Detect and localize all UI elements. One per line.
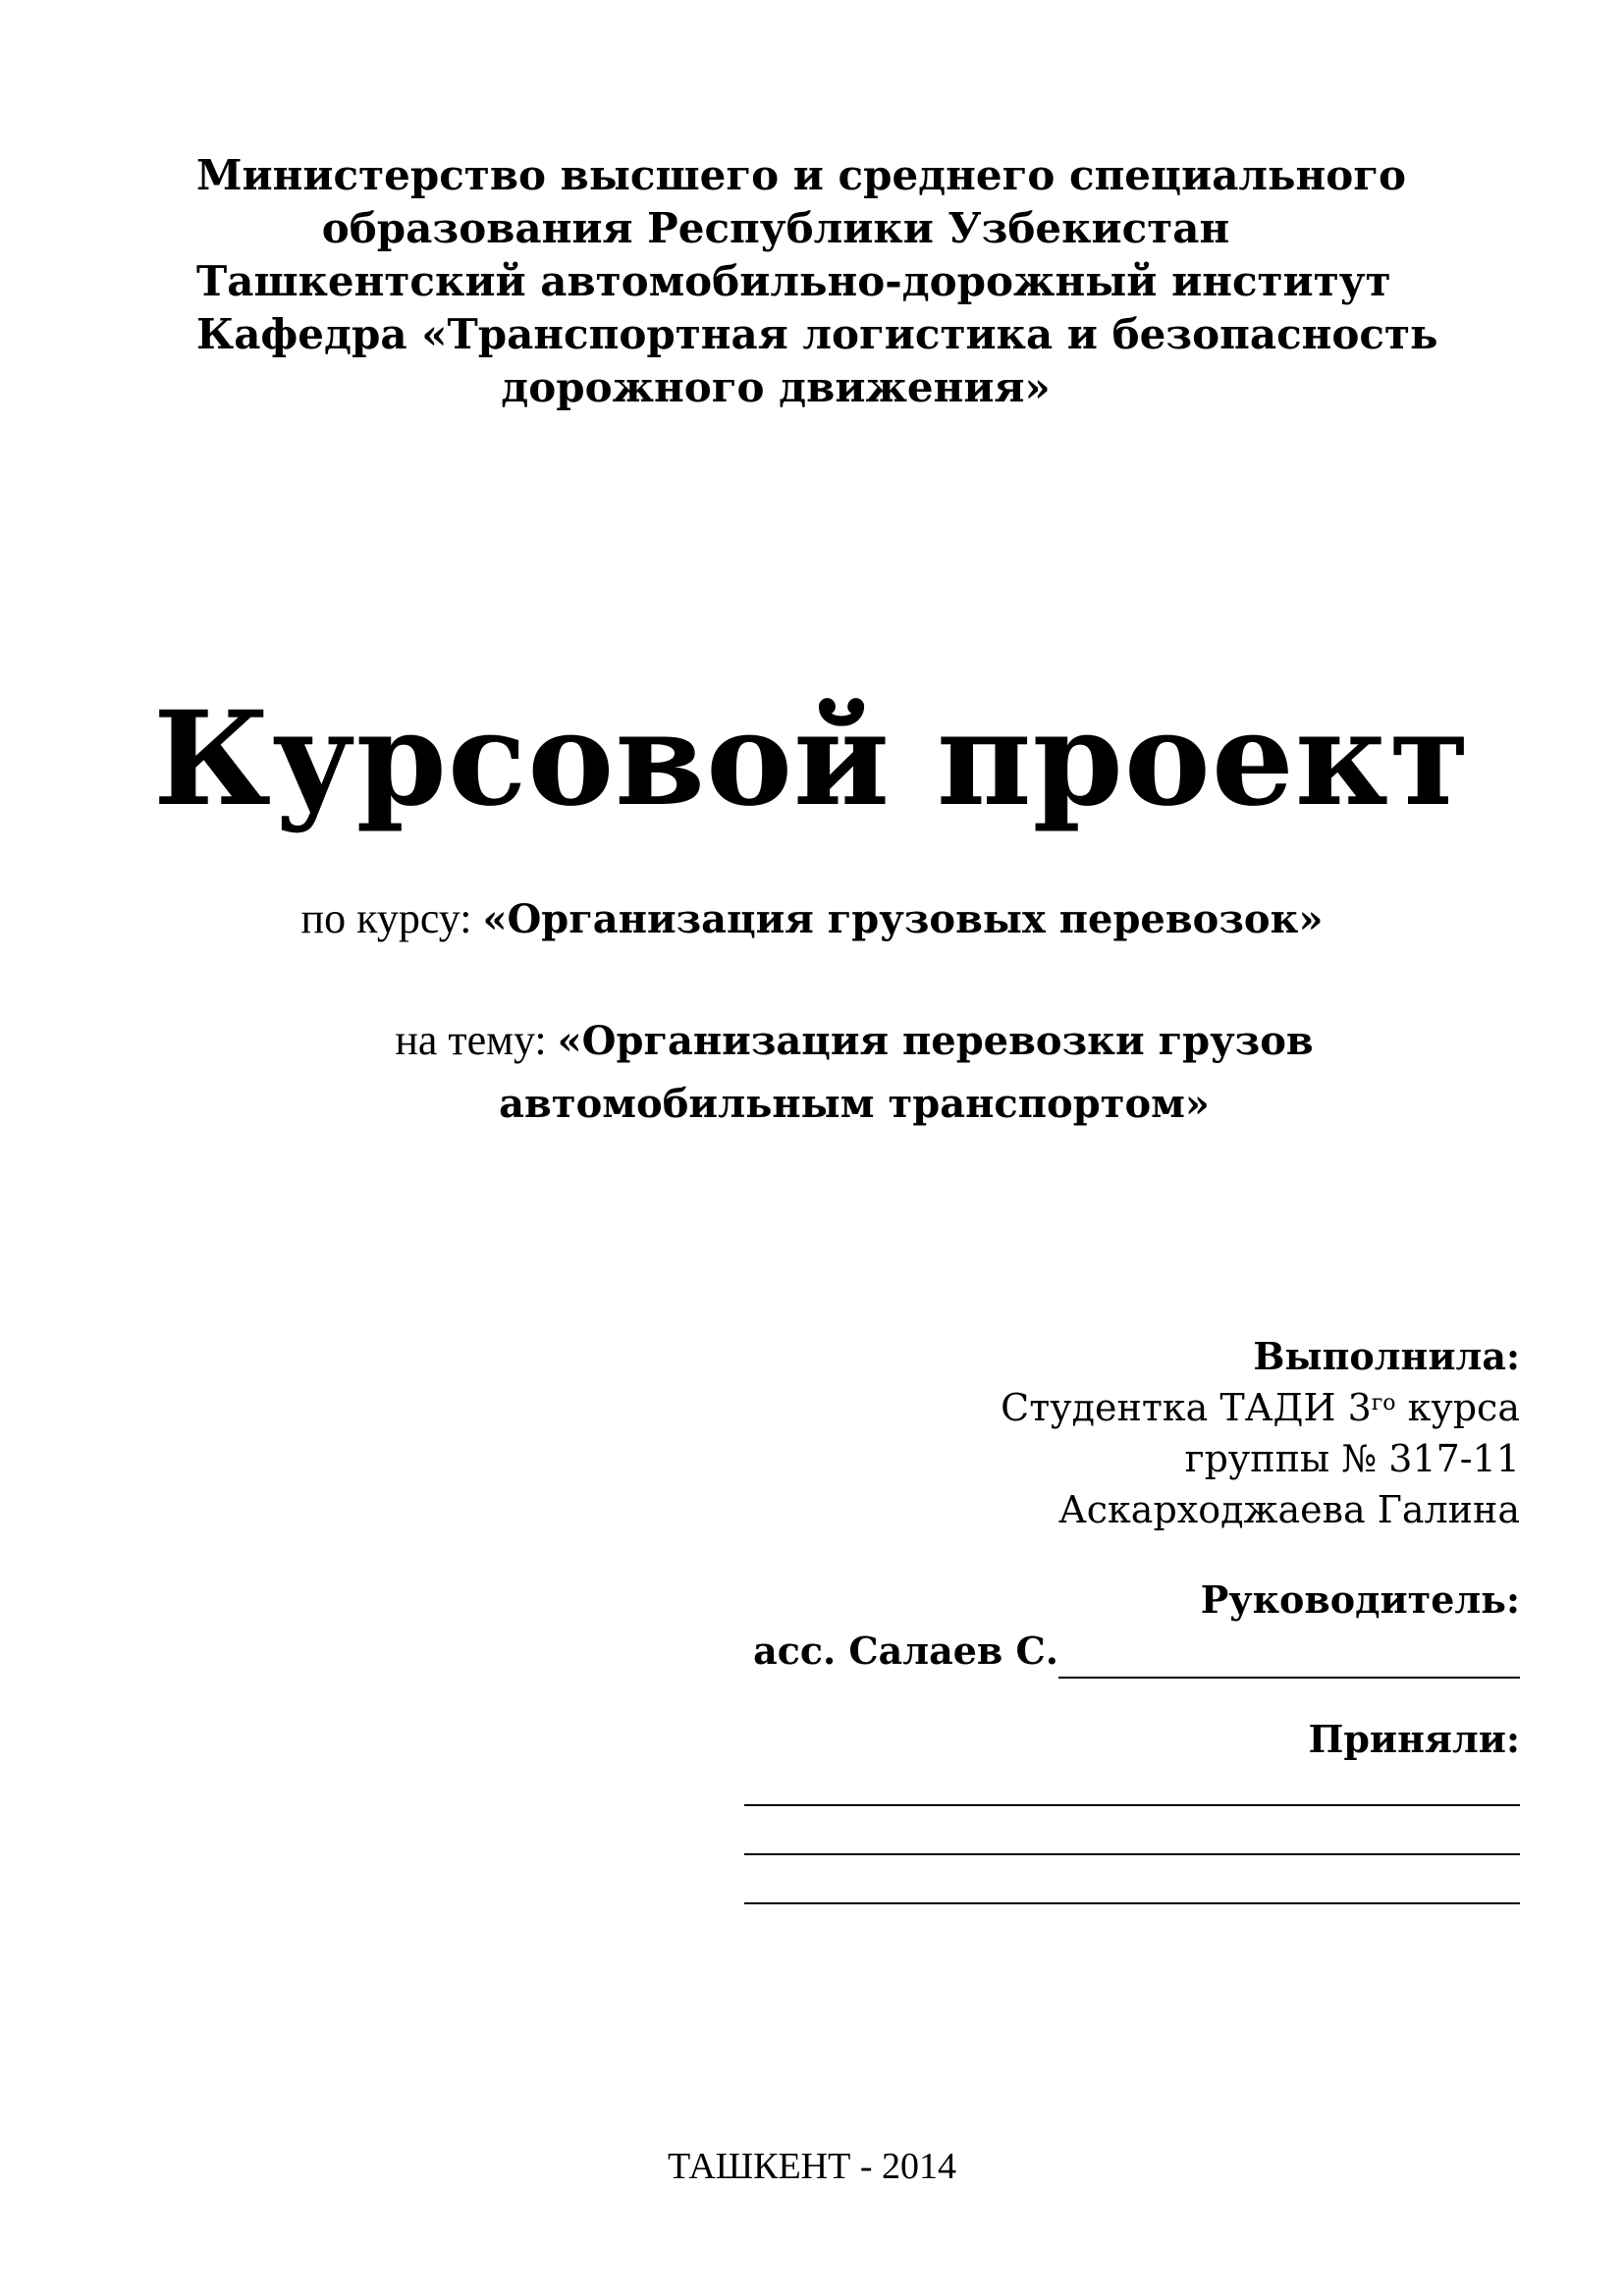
course-line (0, 891, 1624, 947)
topic-label: на тему: (395, 1016, 558, 1064)
author-heading: Выполнила: (1253, 1334, 1520, 1378)
header-line-4: Кафедра «Транспортная логистика и безопасность (196, 310, 1438, 358)
author-group: группы № 317-11 (1184, 1437, 1520, 1480)
course-label: по курсу: (300, 894, 483, 942)
course-name: «Организация грузовых перевозок» (482, 896, 1324, 942)
topic-name: «Организация перевозки грузов автомобильным транспортом» (499, 1018, 1314, 1127)
supervisor-heading: Руководитель: (1200, 1577, 1520, 1622)
accepted-block (636, 1714, 1520, 1765)
accepted-signature-line-3 (744, 1902, 1520, 1904)
author-name: Аскарходжаева Галина (1058, 1488, 1520, 1531)
author-course-suffix: курса (1395, 1386, 1520, 1429)
accepted-signature-line-2 (744, 1853, 1520, 1855)
topic-line (216, 1009, 1492, 1136)
city-year-footer: ТАШКЕНТ - 2014 (668, 2146, 956, 2187)
header-line-5: дорожного движения» (501, 363, 1051, 411)
author-block (636, 1331, 1520, 1535)
supervisor-name: асс. Салаев С. (753, 1629, 1058, 1673)
institution-header (196, 149, 1438, 414)
author-course-sup: го (1371, 1391, 1396, 1415)
header-line-1: Министерство высшего и среднего специального (196, 151, 1407, 199)
document-title: Курсовой проект (153, 683, 1471, 835)
accepted-heading: Приняли: (1308, 1717, 1520, 1761)
accepted-signature-line-1 (744, 1804, 1520, 1806)
author-course-prefix: Студентка ТАДИ 3 (1001, 1386, 1372, 1429)
author-course (636, 1382, 1520, 1433)
supervisor-signature-line (1058, 1626, 1520, 1679)
header-line-3: Ташкентский автомобильно-дорожный институт (196, 257, 1391, 305)
supervisor-block (636, 1575, 1520, 1679)
supervisor-row (636, 1626, 1520, 1679)
header-line-2: образования Республики Узбекистан (321, 204, 1230, 252)
